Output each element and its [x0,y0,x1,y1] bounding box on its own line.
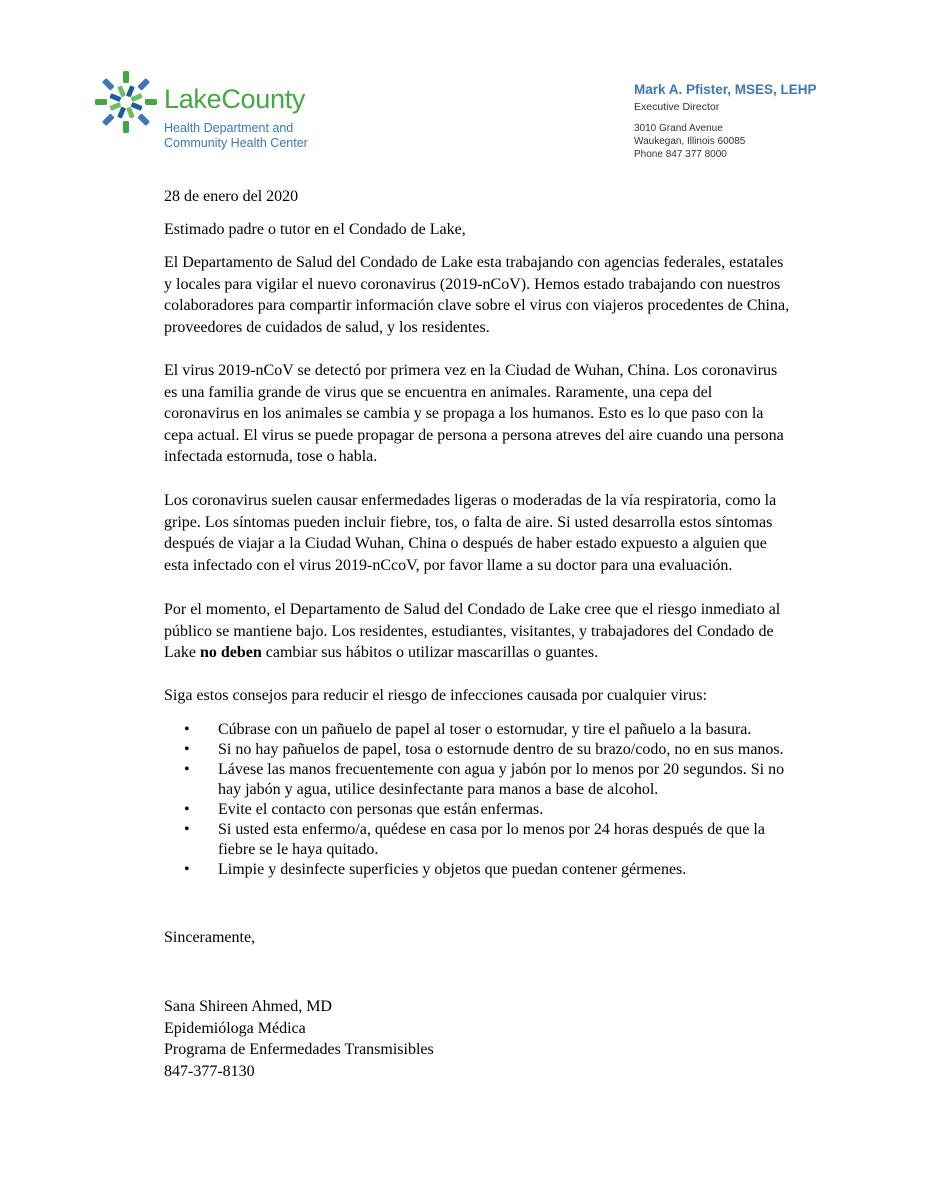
paragraph-symptoms [164,490,824,576]
paragraph-line: Por el momento, el Departamento de Salud del Condado de Lake cree que el riesgo inmediato al [164,601,781,618]
signature-block [164,996,434,1082]
list-item-text: Limpie y desinfecte superficies y objetos que puedan contener gérmenes. [218,861,687,878]
logo-ring-inner [109,85,142,118]
director-address [634,122,817,161]
director-block [634,81,817,161]
paragraph-tips-intro: Siga estos consejos para reducir el riesgo de infecciones causada por cualquier virus: [164,687,707,704]
address-phone: Phone 847 377 8000 [634,149,727,160]
paragraph-line: cepa actual. El virus se puede propagar de persona a persona atreves del aire cuando una persona [164,426,784,444]
lake-county-logo-icon [94,70,158,134]
paragraph-text: Lake [164,644,200,661]
paragraph-line: El Departamento de Salud del Condado de Lake esta trabajando con agencias federales, estatales [164,254,784,271]
list-item-text: Evite el contacto con personas que están enfermas. [218,801,544,818]
bullet-icon: • [184,721,190,738]
paragraph-line [164,642,824,664]
paragraph-line: proveedores de cuidados de salud, y los residentes. [164,318,490,336]
paragraph-line: esta infectado con el virus 2019-nCcoV, por favor llame a su doctor para una evaluación. [164,556,733,574]
paragraph-line: es una familia grande de virus que se encuentra en animales. Raramente, una cepa del [164,383,713,401]
paragraph-line: público se mantiene bajo. Los residentes, estudiantes, visitantes, y trabajadores del Condado de [164,622,774,640]
paragraph-line: infectada estornuda, tose o habla. [164,448,378,465]
letter-date: 28 de enero del 2020 [164,188,299,205]
bullet-icon: • [184,741,190,758]
letter-salutation: Estimado padre o tutor en el Condado de Lake, [164,221,466,238]
list-item [164,740,824,760]
signer-name: Sana Shireen Ahmed, MD [164,998,332,1015]
list-item [164,720,824,740]
list-item [164,820,824,860]
bullet-icon: • [184,801,190,818]
org-subtitle [164,121,308,151]
director-title: Executive Director [634,101,720,113]
list-item-text: Lávese las manos frecuentemente con agua y jabón por lo menos por 20 segundos. Si no [218,761,785,778]
bullet-icon: • [184,761,190,778]
paragraph-line: El virus 2019-nCoV se detectó por primera vez en la Ciudad de Wuhan, China. Los coronavirus [164,362,778,379]
signer-title: Epidemióloga Médica [164,1019,306,1037]
paragraph-risk [164,599,824,664]
letter-closing: Sinceramente, [164,929,256,946]
paragraph-line: gripe. Los síntomas pueden incluir fiebre, tos, o falta de aire. Si usted desarrolla estos síntomas [164,513,773,531]
org-subtitle-line: Community Health Center [164,136,308,150]
list-item-text: hay jabón y agua, utilice desinfectante para manos a base de alcohol. [218,781,659,798]
paragraph-virus-origin [164,360,824,468]
paragraph-line: después de viajar a la Ciudad Wuhan, China o después de haber estado expuesto a alguien que [164,535,767,552]
logo-ring-outer [95,71,157,133]
tips-list [164,720,824,880]
bullet-icon: • [184,861,190,878]
list-item [164,760,824,800]
emphasis-text: no deben [199,644,262,661]
paragraph-intro [164,252,824,338]
list-item-text: Si usted esta enfermo/a, quédese en casa por lo menos por 24 horas después de que la [218,821,765,838]
address-line: Waukegan, Illinois 60085 [634,136,746,147]
signer-program: Programa de Enfermedades Transmisibles [164,1041,434,1058]
paragraph-line: coronavirus en los animales se cambia y se propaga a los humanos. Esto es lo que paso con la [164,405,764,422]
paragraph-line: colaboradores para compartir información clave sobre el virus con viajeros procedentes de China, [164,297,790,314]
signer-phone: 847-377-8130 [164,1062,255,1080]
list-item [164,800,824,820]
paragraph-line: Los coronavirus suelen causar enfermedades ligeras o moderadas de la vía respiratoria, como la [164,492,777,509]
address-line: 3010 Grand Avenue [634,123,723,134]
list-item-text: Si no hay pañuelos de papel, tosa o estornude dentro de su brazo/codo, no en sus manos. [218,741,784,758]
bullet-icon: • [184,821,190,838]
paragraph-line: y locales para vigilar el nuevo coronavirus (2019-nCoV). Hemos estado trabajando con nuestros [164,275,781,293]
list-item-text: Cúbrase con un pañuelo de papel al toser o estornudar, y tire el pañuelo a la basura. [218,721,752,738]
list-item [164,860,824,880]
director-name: Mark A. Pfister, MSES, LEHP [634,82,817,97]
list-item-text: fiebre se le haya quitado. [218,841,379,858]
org-name: LakeCounty [164,84,306,114]
paragraph-text: cambiar sus hábitos o utilizar mascarillas o guantes. [261,644,599,661]
org-subtitle-line: Health Department and [164,121,294,135]
